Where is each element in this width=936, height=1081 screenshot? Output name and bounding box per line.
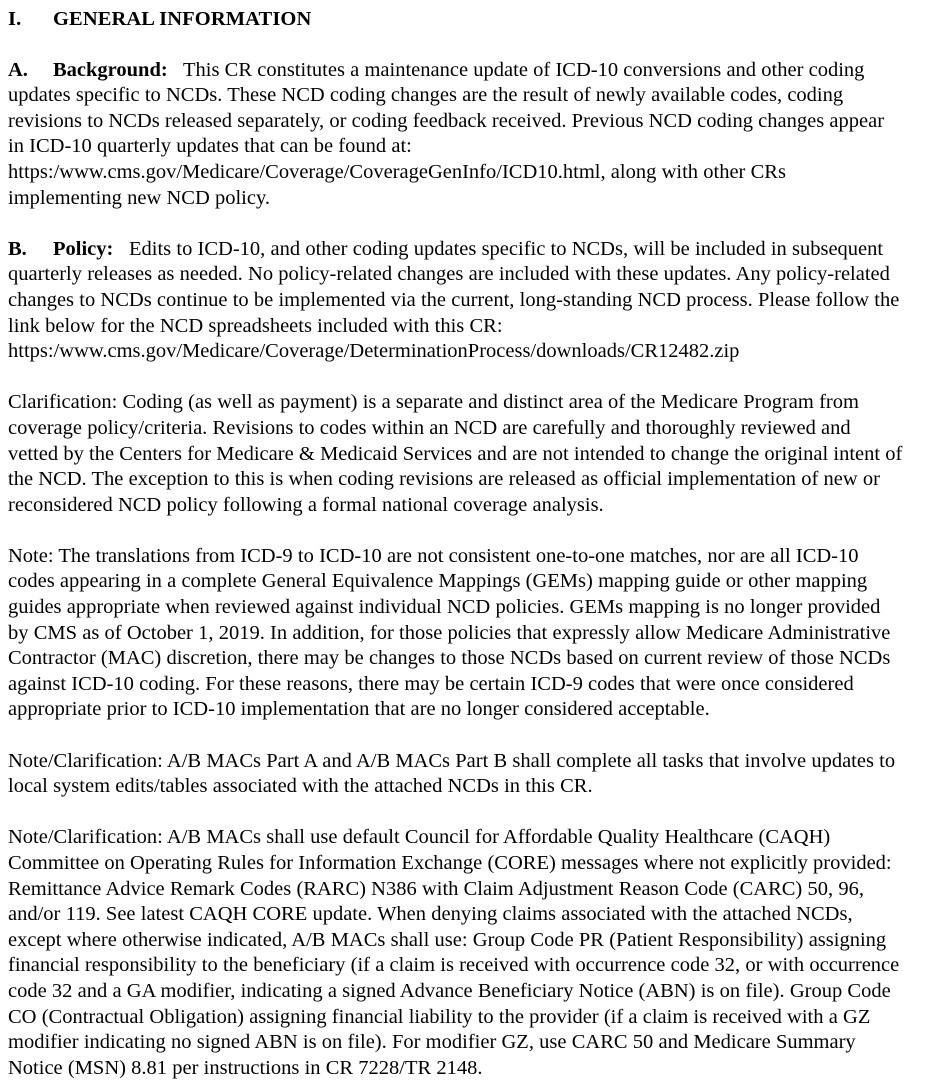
section-title: GENERAL INFORMATION [53,8,312,30]
paragraph-line: against ICD-10 coding. For these reasons, there may be certain ICD-9 codes that were once considered [8,672,854,695]
section-heading [8,6,906,32]
paragraph-line: Notice (MSN) 8.81 per instructions in CR 7228/TR 2148. [8,1056,483,1079]
item-label: Background: [53,58,168,81]
item-line: https:/www.cms.gov/Medicare/Coverage/DeterminationProcess/downloads/CR12482.zip [8,340,740,363]
paragraph-line: Remittance Advice Remark Codes (RARC) N386 with Claim Adjustment Reason Code (CARC) 50, 96, [8,877,864,900]
paragraph-line: the NCD. The exception to this is when coding revisions are released as official implementation of new or [8,468,880,491]
paragraph-line: Committee on Operating Rules for Information Exchange (CORE) messages where not explicitly provided: [8,852,892,874]
item-line: revisions to NCDs released separately, or coding feedback received. Previous NCD coding changes appear [8,109,885,132]
paragraph-line: reconsidered NCD policy following a formal national coverage analysis. [8,493,604,516]
paragraph-line: Note/Clarification: A/B MACs Part A and A/B MACs Part B shall complete all tasks that involve updates to [8,749,896,772]
item-letter: A. [8,58,28,81]
clarification-paragraph [8,390,906,518]
item-letter: B. [8,237,27,260]
spacer [8,518,906,544]
body-paragraphs-container [8,390,906,1081]
section-numeral: I. [8,8,22,30]
paragraph-line: financial responsibility to the beneficiary (if a claim is received with occurrence code 32, or with occurrence [8,954,900,977]
lettered-item-a [8,58,906,212]
paragraph-line: Note/Clarification: A/B MACs shall use default Council for Affordable Quality Healthcare (CAQH) [8,826,831,849]
item-line: link below for the NCD spreadsheets included with this CR: [8,314,503,337]
paragraph-line: coverage policy/criteria. Revisions to codes within an NCD are carefully and thoroughly reviewed and [8,416,851,439]
paragraph-line: guides appropriate when reviewed against individual NCD policies. GEMs mapping is no longer provided [8,596,881,619]
spacer [8,365,906,391]
paragraph-line: modifier indicating no signed ABN is on file). For modifier GZ, use CARC 50 and Medicare Summary [8,1031,856,1054]
paragraph-line: code 32 and a GA modifier, indicating a signed Advance Beneficiary Notice (ABN) is on file). Group Code [8,979,891,1002]
paragraph-line: appropriate prior to ICD-10 implementation that are no longer considered acceptable. [8,698,710,721]
item-line: Edits to ICD-10, and other coding updates specific to NCDs, will be included in subsequent [113,237,884,260]
item-line: quarterly releases as needed. No policy-related changes are included with these updates. Any policy-related [8,263,890,286]
note-clarification-caqh-paragraph [8,825,906,1081]
paragraph-line: by CMS as of October 1, 2019. In addition, for those policies that expressly allow Medicare Administrative [8,621,891,644]
note-paragraph [8,544,906,723]
spacer [8,32,906,58]
note-clarification-local-edits-paragraph [8,749,906,800]
paragraph-line: Contractor (MAC) discretion, there may be changes to those NCDs based on current review of those NCDs [8,647,891,670]
paragraph-line: codes appearing in a complete General Equivalence Mappings (GEMs) mapping guide or other mapping [8,570,868,593]
item-line: This CR constitutes a maintenance update of ICD-10 conversions and other coding [167,58,865,81]
paragraph-line: local system edits/tables associated with the attached NCDs in this CR. [8,775,593,798]
paragraph-line: and/or 119. See latest CAQH CORE update. When denying claims associated with the attached NCDs, [8,903,853,926]
item-line: updates specific to NCDs. These NCD coding changes are the result of newly available codes, coding [8,84,844,107]
item-line: https:/www.cms.gov/Medicare/Coverage/CoverageGenInfo/ICD10.html, along with other CRs [8,160,786,183]
paragraph-line: CO (Contractual Obligation) assigning financial liability to the provider (if a claim is received with a GZ [8,1005,871,1028]
item-line: changes to NCDs continue to be implemented via the current, long-standing NCD process. Please follow the [8,288,900,311]
paragraph-line: vetted by the Centers for Medicare & Medicaid Services and are not intended to change the original intent of [8,442,903,465]
spacer [8,211,906,237]
paragraph-line: except where otherwise indicated, A/B MACs shall use: Group Code PR (Patient Responsibility) assigning [8,928,887,951]
lettered-item-b [8,237,906,365]
item-line: in ICD-10 quarterly updates that can be found at: [8,135,412,158]
lettered-items-container [8,58,906,391]
item-line: implementing new NCD policy. [8,186,271,209]
paragraph-line: Clarification: Coding (as well as payment) is a separate and distinct area of the Medicare Program from [8,391,859,414]
paragraph-line: Note: The translations from ICD-9 to ICD-10 are not consistent one-to-one matches, nor are all ICD-10 [8,544,859,567]
spacer [8,800,906,826]
item-label: Policy: [53,237,114,260]
spacer [8,723,906,749]
